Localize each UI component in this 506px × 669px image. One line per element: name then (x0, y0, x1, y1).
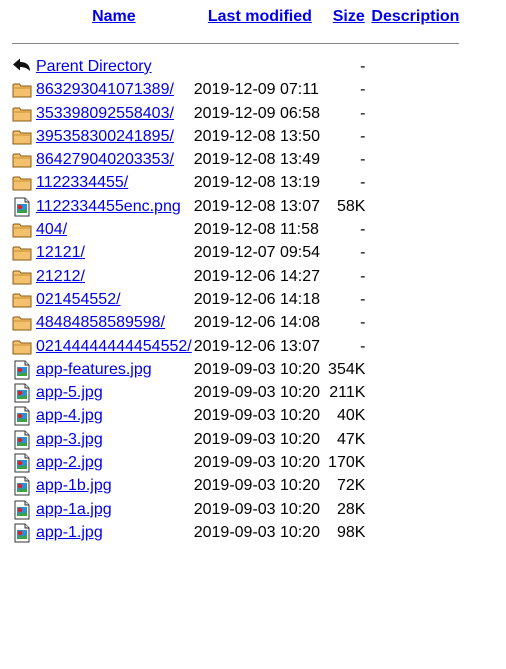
last-modified-cell: 2019-12-08 13:49 (193, 151, 321, 169)
entry-link[interactable]: 353398092558403/ (36, 104, 174, 122)
description-cell (371, 312, 459, 335)
folder-icon (12, 80, 32, 100)
table-row (12, 195, 459, 218)
size-cell: 40K (336, 407, 366, 425)
icon-cell (12, 172, 34, 195)
image-icon (12, 500, 32, 520)
icon-cell (12, 498, 34, 521)
entry-link[interactable]: app-1.jpg (36, 523, 103, 541)
size-cell: - (360, 174, 366, 192)
size-cell: 211K (329, 384, 366, 402)
table-row (12, 79, 459, 102)
description-cell (371, 148, 459, 171)
size-cell: - (360, 57, 366, 75)
size-cell: 28K (336, 500, 366, 518)
table-row (12, 335, 459, 358)
description-cell (371, 79, 459, 102)
sort-by-size-link[interactable]: Size (332, 8, 365, 25)
folder-icon (12, 220, 32, 240)
sort-by-last-modified-link[interactable]: Last modified (207, 8, 312, 25)
folder-icon (12, 127, 32, 147)
size-cell: - (360, 127, 366, 145)
image-icon (12, 360, 32, 380)
name-cell (36, 521, 192, 544)
folder-icon (12, 104, 32, 124)
listing-rows (12, 55, 459, 544)
name-column-header (36, 6, 192, 32)
table-row (12, 521, 459, 544)
last-modified-cell: 2019-09-03 10:20 (193, 500, 321, 518)
description-cell (371, 218, 459, 241)
icon-cell (12, 242, 34, 265)
icon-cell (12, 451, 34, 474)
image-icon (12, 523, 32, 543)
icon-cell (12, 381, 34, 404)
name-cell (36, 125, 192, 148)
description-cell (371, 265, 459, 288)
description-cell (371, 428, 459, 451)
description-cell (371, 498, 459, 521)
image-icon (12, 430, 32, 450)
last-modified-cell: 2019-12-09 06:58 (193, 104, 321, 122)
size-cell: - (360, 267, 366, 285)
description-cell (371, 475, 459, 498)
icon-cell (12, 428, 34, 451)
size-cell: 58K (336, 197, 366, 215)
entry-link[interactable]: app-2.jpg (36, 453, 103, 471)
entry-link[interactable]: 1122334455/ (36, 174, 129, 192)
last-modified-cell (194, 55, 326, 78)
last-modified-cell: 2019-12-08 11:58 (193, 221, 319, 239)
icon-cell (12, 125, 34, 148)
table-row (12, 242, 459, 265)
icon-cell (12, 358, 34, 381)
last-modified-cell: 2019-09-03 10:20 (193, 384, 321, 402)
size-cell: 354K (328, 360, 366, 378)
icon-cell (12, 148, 34, 171)
icon-cell (12, 102, 34, 125)
entry-link[interactable]: 02144444444454552/ (36, 337, 192, 355)
table-row (12, 148, 459, 171)
image-icon (12, 406, 32, 426)
icon-cell (12, 335, 34, 358)
size-cell: - (360, 151, 366, 169)
table-row (12, 428, 459, 451)
table-row (12, 102, 459, 125)
description-cell (371, 335, 459, 358)
size-cell: - (360, 104, 366, 122)
header-row (12, 6, 459, 32)
last-modified-cell: 2019-12-06 14:27 (193, 267, 321, 285)
name-cell (36, 312, 192, 335)
name-cell (36, 288, 192, 311)
table-row (12, 451, 459, 474)
sort-by-name-link[interactable]: Name (92, 8, 136, 25)
entry-link[interactable]: app-1a.jpg (36, 500, 112, 518)
name-cell (36, 195, 192, 218)
entry-link[interactable]: app-features.jpg (36, 360, 152, 378)
description-cell (371, 195, 459, 218)
name-cell (36, 79, 192, 102)
last-modified-cell: 2019-12-08 13:50 (193, 127, 321, 145)
entry-link[interactable]: 48484858589598/ (36, 314, 166, 332)
icon-cell (12, 218, 34, 241)
folder-icon (12, 313, 32, 333)
size-cell: 98K (336, 523, 366, 541)
description-cell (371, 451, 459, 474)
last-modified-cell: 2019-12-08 13:19 (193, 174, 321, 192)
back-icon (12, 57, 32, 77)
name-cell (36, 335, 192, 358)
image-icon (12, 383, 32, 403)
entry-link[interactable]: app-5.jpg (36, 384, 103, 402)
name-cell (36, 102, 192, 125)
size-cell: - (360, 314, 366, 332)
description-cell (371, 405, 459, 428)
icon-cell (12, 265, 34, 288)
name-cell (36, 242, 192, 265)
parent-directory-link[interactable]: Parent Directory (36, 57, 152, 75)
icon-cell (12, 55, 34, 78)
last-modified-cell: 2019-12-06 13:07 (193, 337, 321, 355)
description-cell (371, 242, 459, 265)
last-modified-cell: 2019-09-03 10:20 (193, 430, 321, 448)
entry-link[interactable]: app-4.jpg (36, 407, 103, 425)
description-cell (371, 55, 459, 78)
icon-cell (12, 475, 34, 498)
last-modified-cell: 2019-09-03 10:20 (193, 453, 321, 471)
icon-cell (12, 405, 34, 428)
last-modified-cell: 2019-12-08 13:07 (193, 197, 321, 215)
icon-cell (12, 288, 34, 311)
last-modified-cell: 2019-12-06 14:08 (193, 314, 321, 332)
entry-link[interactable]: 404/ (36, 221, 68, 239)
name-cell (36, 358, 192, 381)
description-cell (371, 521, 459, 544)
table-row (12, 475, 459, 498)
folder-icon (12, 150, 32, 170)
size-cell: 72K (336, 477, 366, 495)
image-icon (12, 476, 32, 496)
last-modified-cell: 2019-12-06 14:18 (193, 290, 321, 308)
entry-link[interactable]: 395358300241895/ (36, 127, 174, 145)
image-icon (12, 453, 32, 473)
folder-icon (12, 243, 32, 263)
table-row (12, 498, 459, 521)
size-cell: 47K (336, 430, 366, 448)
directory-listing-table (10, 6, 461, 545)
sort-by-description-link[interactable]: Description (371, 8, 460, 25)
table-row (12, 125, 459, 148)
table-row (12, 172, 459, 195)
entry-link[interactable]: 1122334455enc.png (36, 197, 181, 215)
name-cell (36, 405, 192, 428)
size-cell: - (360, 290, 366, 308)
icon-cell (12, 521, 34, 544)
name-cell (36, 172, 192, 195)
last-modified-cell: 2019-12-07 09:54 (193, 244, 321, 262)
last-modified-cell: 2019-09-03 10:20 (193, 477, 321, 495)
name-cell (36, 475, 192, 498)
description-cell (371, 102, 459, 125)
last-modified-column-header (194, 6, 326, 32)
table-row (12, 312, 459, 335)
description-cell (371, 381, 459, 404)
description-cell (371, 288, 459, 311)
description-cell (371, 358, 459, 381)
description-cell (371, 125, 459, 148)
last-modified-cell: 2019-12-09 07:11 (193, 81, 319, 99)
entry-link[interactable]: 21212/ (36, 267, 85, 285)
table-row (12, 405, 459, 428)
icon-column-header (12, 6, 34, 32)
table-row (12, 381, 459, 404)
entry-link[interactable]: app-1b.jpg (36, 477, 112, 495)
name-cell (36, 451, 192, 474)
table-row (12, 218, 459, 241)
entry-link[interactable]: 021454552/ (36, 290, 121, 308)
folder-icon (12, 173, 32, 193)
name-cell (36, 498, 192, 521)
size-cell: - (360, 244, 366, 262)
size-cell: 170K (328, 453, 366, 471)
last-modified-cell: 2019-09-03 10:20 (193, 407, 321, 425)
icon-cell (12, 312, 34, 335)
table-row (12, 358, 459, 381)
size-cell: - (360, 337, 366, 355)
header-separator-row (12, 32, 459, 55)
name-cell (36, 265, 192, 288)
entry-link[interactable]: 863293041071389/ (36, 81, 174, 99)
name-cell (36, 148, 192, 171)
folder-icon (12, 290, 32, 310)
entry-link[interactable]: 12121/ (36, 244, 85, 262)
table-row (12, 55, 459, 78)
table-row (12, 265, 459, 288)
icon-cell (12, 79, 34, 102)
folder-icon (12, 337, 32, 357)
entry-link[interactable]: 864279040203353/ (36, 151, 174, 169)
header-divider (12, 43, 459, 44)
size-column-header (328, 6, 369, 32)
last-modified-cell: 2019-09-03 10:20 (193, 360, 321, 378)
description-column-header (371, 6, 459, 32)
size-cell: - (360, 221, 366, 239)
name-cell (36, 218, 192, 241)
description-cell (371, 172, 459, 195)
icon-cell (12, 195, 34, 218)
name-cell (36, 428, 192, 451)
entry-link[interactable]: app-3.jpg (36, 430, 103, 448)
name-cell (36, 55, 192, 78)
size-cell: - (360, 81, 366, 99)
table-row (12, 288, 459, 311)
name-cell (36, 381, 192, 404)
image-icon (12, 197, 32, 217)
folder-icon (12, 267, 32, 287)
last-modified-cell: 2019-09-03 10:20 (193, 523, 321, 541)
